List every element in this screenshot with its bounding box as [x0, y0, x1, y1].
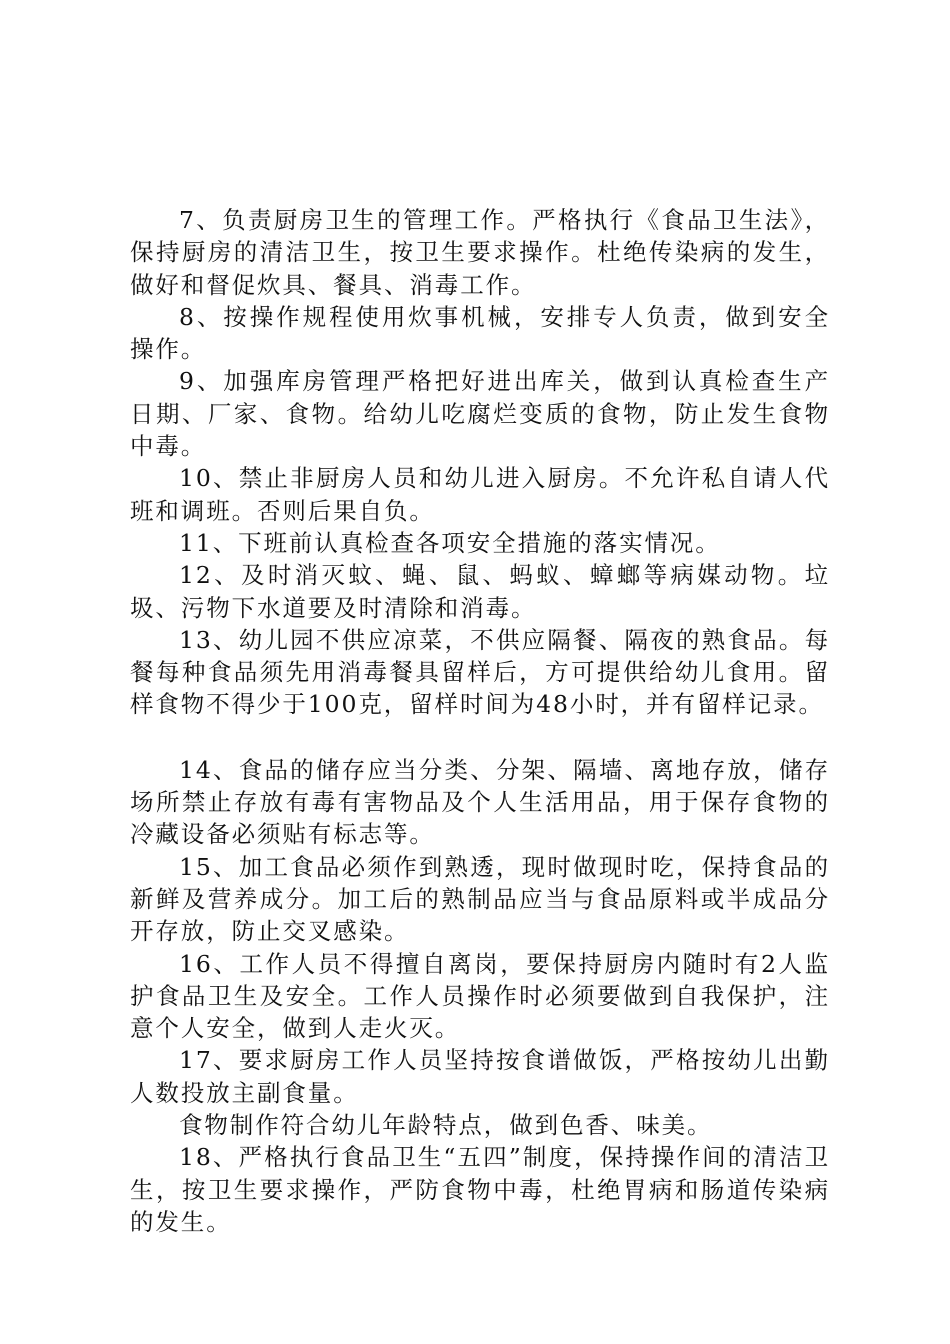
- paragraph-spacer: [130, 721, 830, 754]
- document-body: [130, 204, 830, 1238]
- paragraph-food-preparation: 食物制作符合幼儿年龄特点，做到色香、味美。: [179, 1111, 713, 1140]
- paragraph-13: 13、幼儿园不供应凉菜，不供应隔餐、隔夜的熟食品。每餐每种食品须先用消毒餐具留样后，方可提供给幼儿食用。留样食物不得少于100克，留样时间为48小时，并有留样记录。: [130, 625, 830, 719]
- paragraph-7: 7、负责厨房卫生的管理工作。严格执行《食品卫生法》，保持厨房的清洁卫生，按卫生要求操作。杜绝传染病的发生，做好和督促炊具、餐具、消毒工作。: [130, 206, 830, 299]
- paragraph-8: 8、按操作规程使用炊事机械，安排专人负责，做到安全操作。: [130, 302, 830, 364]
- paragraph-18: 18、严格执行食品卫生“五四”制度，保持操作间的清洁卫生，按卫生要求操作，严防食物中毒，杜绝胃病和肠道传染病的发生。: [130, 1143, 830, 1236]
- paragraph-12: 12、及时消灭蚊、蝇、鼠、蚂蚁、蟑螂等病媒动物。垃圾、污物下水道要及时清除和消毒。: [130, 561, 830, 622]
- paragraph-11: 11、下班前认真检查各项安全措施的落实情况。: [179, 528, 721, 557]
- paragraph-14: 14、食品的储存应当分类、分架、隔墙、离地存放，储存场所禁止存放有毒有害物品及个人生活用品，用于保存食物的冷藏设备必须贴有标志等。: [130, 755, 830, 849]
- paragraph-10: 10、禁止非厨房人员和幼儿进入厨房。不允许私自请人代班和调班。否则后果自负。: [130, 464, 830, 525]
- paragraph-16: 16、工作人员不得擅自离岗，要保持厨房内随时有2人监护食品卫生及安全。工作人员操作时必须要做到自我保护，注意个人安全，做到人走火灭。: [130, 949, 830, 1043]
- paragraph-17: 17、要求厨房工作人员坚持按食谱做饭，严格按幼儿出勤人数投放主副食量。: [130, 1046, 830, 1107]
- paragraph-9: 9、加强库房管理严格把好进出库关，做到认真检查生产日期、厂家、食物。给幼儿吃腐烂变质的食物，防止发生食物中毒。: [130, 367, 830, 461]
- paragraph-15: 15、加工食品必须作到熟透，现时做现时吃，保持食品的新鲜及营养成分。加工后的熟制品应当与食品原料或半成品分开存放，防止交叉感染。: [130, 852, 830, 946]
